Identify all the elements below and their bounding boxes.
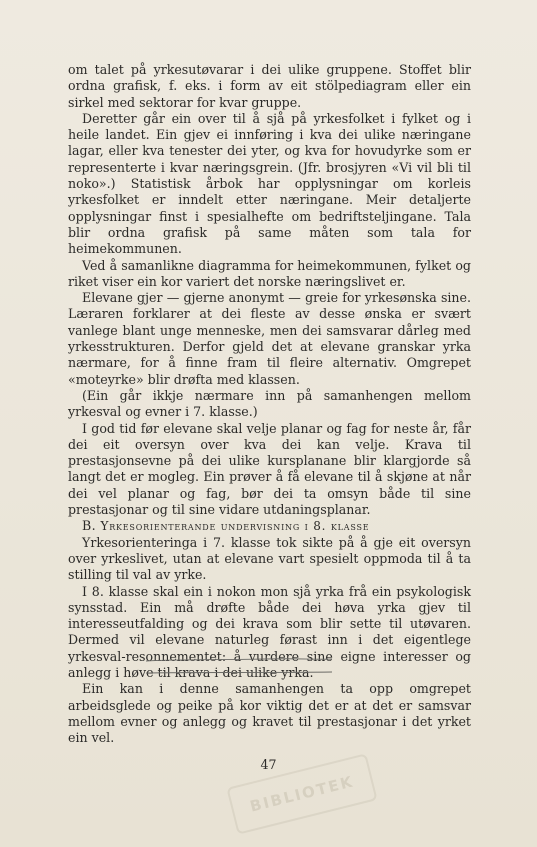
paragraph: (Ein går ikkje nærmare inn på samanhengen mellom yrkesval og evner i 7. klasse.)	[68, 387, 471, 420]
paragraph: Elevane gjer — gjerne anonymt — greie for yrkesønska sine. Læraren forklarer at dei fleste av desse ønska er svært vanlege blant unge menneske, men dei samsvarar dårleg med yrkesstrukturen. Derfor gjeld det at elevane granskar yrka nærmare, for å finne fram til fleire alternativ. Omgrepet «moteyrke» blir drøfta med klassen.	[68, 290, 471, 387]
body-text	[68, 62, 471, 746]
page-number: 47	[260, 757, 277, 772]
pencil-underline-mark	[144, 658, 334, 674]
section-letter: B.	[82, 518, 97, 534]
paragraph: I god tid før elevane skal velje planar og fag for neste år, får dei eit oversyn over kva dei kan velje. Krava til prestasjonsevne på dei ulike kursplanane blir klargjorde så langt det er mogleg. Ein prøver å få elevane til å skjøne at når dei vel planar og fag, bør dei ta omsyn både til sine prestasjonar og til sine vidare utdaningsplanar.	[68, 420, 471, 518]
paragraph: Deretter går ein over til å sjå på yrkesfolket i fylket og i heile landet. Ein gjev ei innføring i kva dei ulike næringane lagar, eller kva tenester dei yter, og kva for hovudyrke som er representerte i kvar næringsgrein. (Jfr. brosjyren «Vi vil bli til noko».) Statistisk årbok har opplysningar om korleis yrkesfolket er inndelt etter næringane. Meir detaljerte opplysningar finst i spesialhefte om bedriftsteljingane. Tala blir ordna grafisk på same måten som tala for heimekommunen.	[68, 110, 471, 257]
section-title: Yrkesorienterande undervisning i 8. klasse	[100, 519, 370, 534]
paragraph: Ein kan i denne samanhengen ta opp omgrepet arbeidsglede og peike på kor viktig det er at det er samsvar mellom evner og anlegg og kravet til prestasjonar i det yrket ein vel.	[68, 681, 471, 746]
paragraph: Ved å samanlikne diagramma for heimekommunen, fylket og riket viser ein kor variert det norske næringslivet er.	[68, 257, 471, 289]
paragraph: om talet på yrkesutøvarar i dei ulike gruppene. Stoffet blir ordna grafisk, f. eks. i form av eit stölpediagram eller ein sirkel med sektorar for kvar gruppe.	[68, 62, 471, 110]
stamp-text: BIBLIOTEK	[248, 772, 356, 816]
paragraph: I 8. klasse skal ein i nokon mon sjå yrka frå ein psykologisk synsstad. Ein må drøfte både dei høva yrka gjev til interesseutfalding og dei krava som blir sette til utøvaren. Dermed vil elevane naturleg førast inn i det eigentlege yrkesval-resonnementet: å vurdere sine eigne interesser og anlegg i høve til krava i dei ulike yrka.	[68, 583, 471, 680]
section-heading	[68, 518, 471, 534]
paragraph: Yrkesorienteringa i 7. klasse tok sikte på å gje eit oversyn over yrkeslivet, utan at elevane vart spesielt oppmoda til å ta stilling til val av yrke.	[68, 534, 471, 583]
